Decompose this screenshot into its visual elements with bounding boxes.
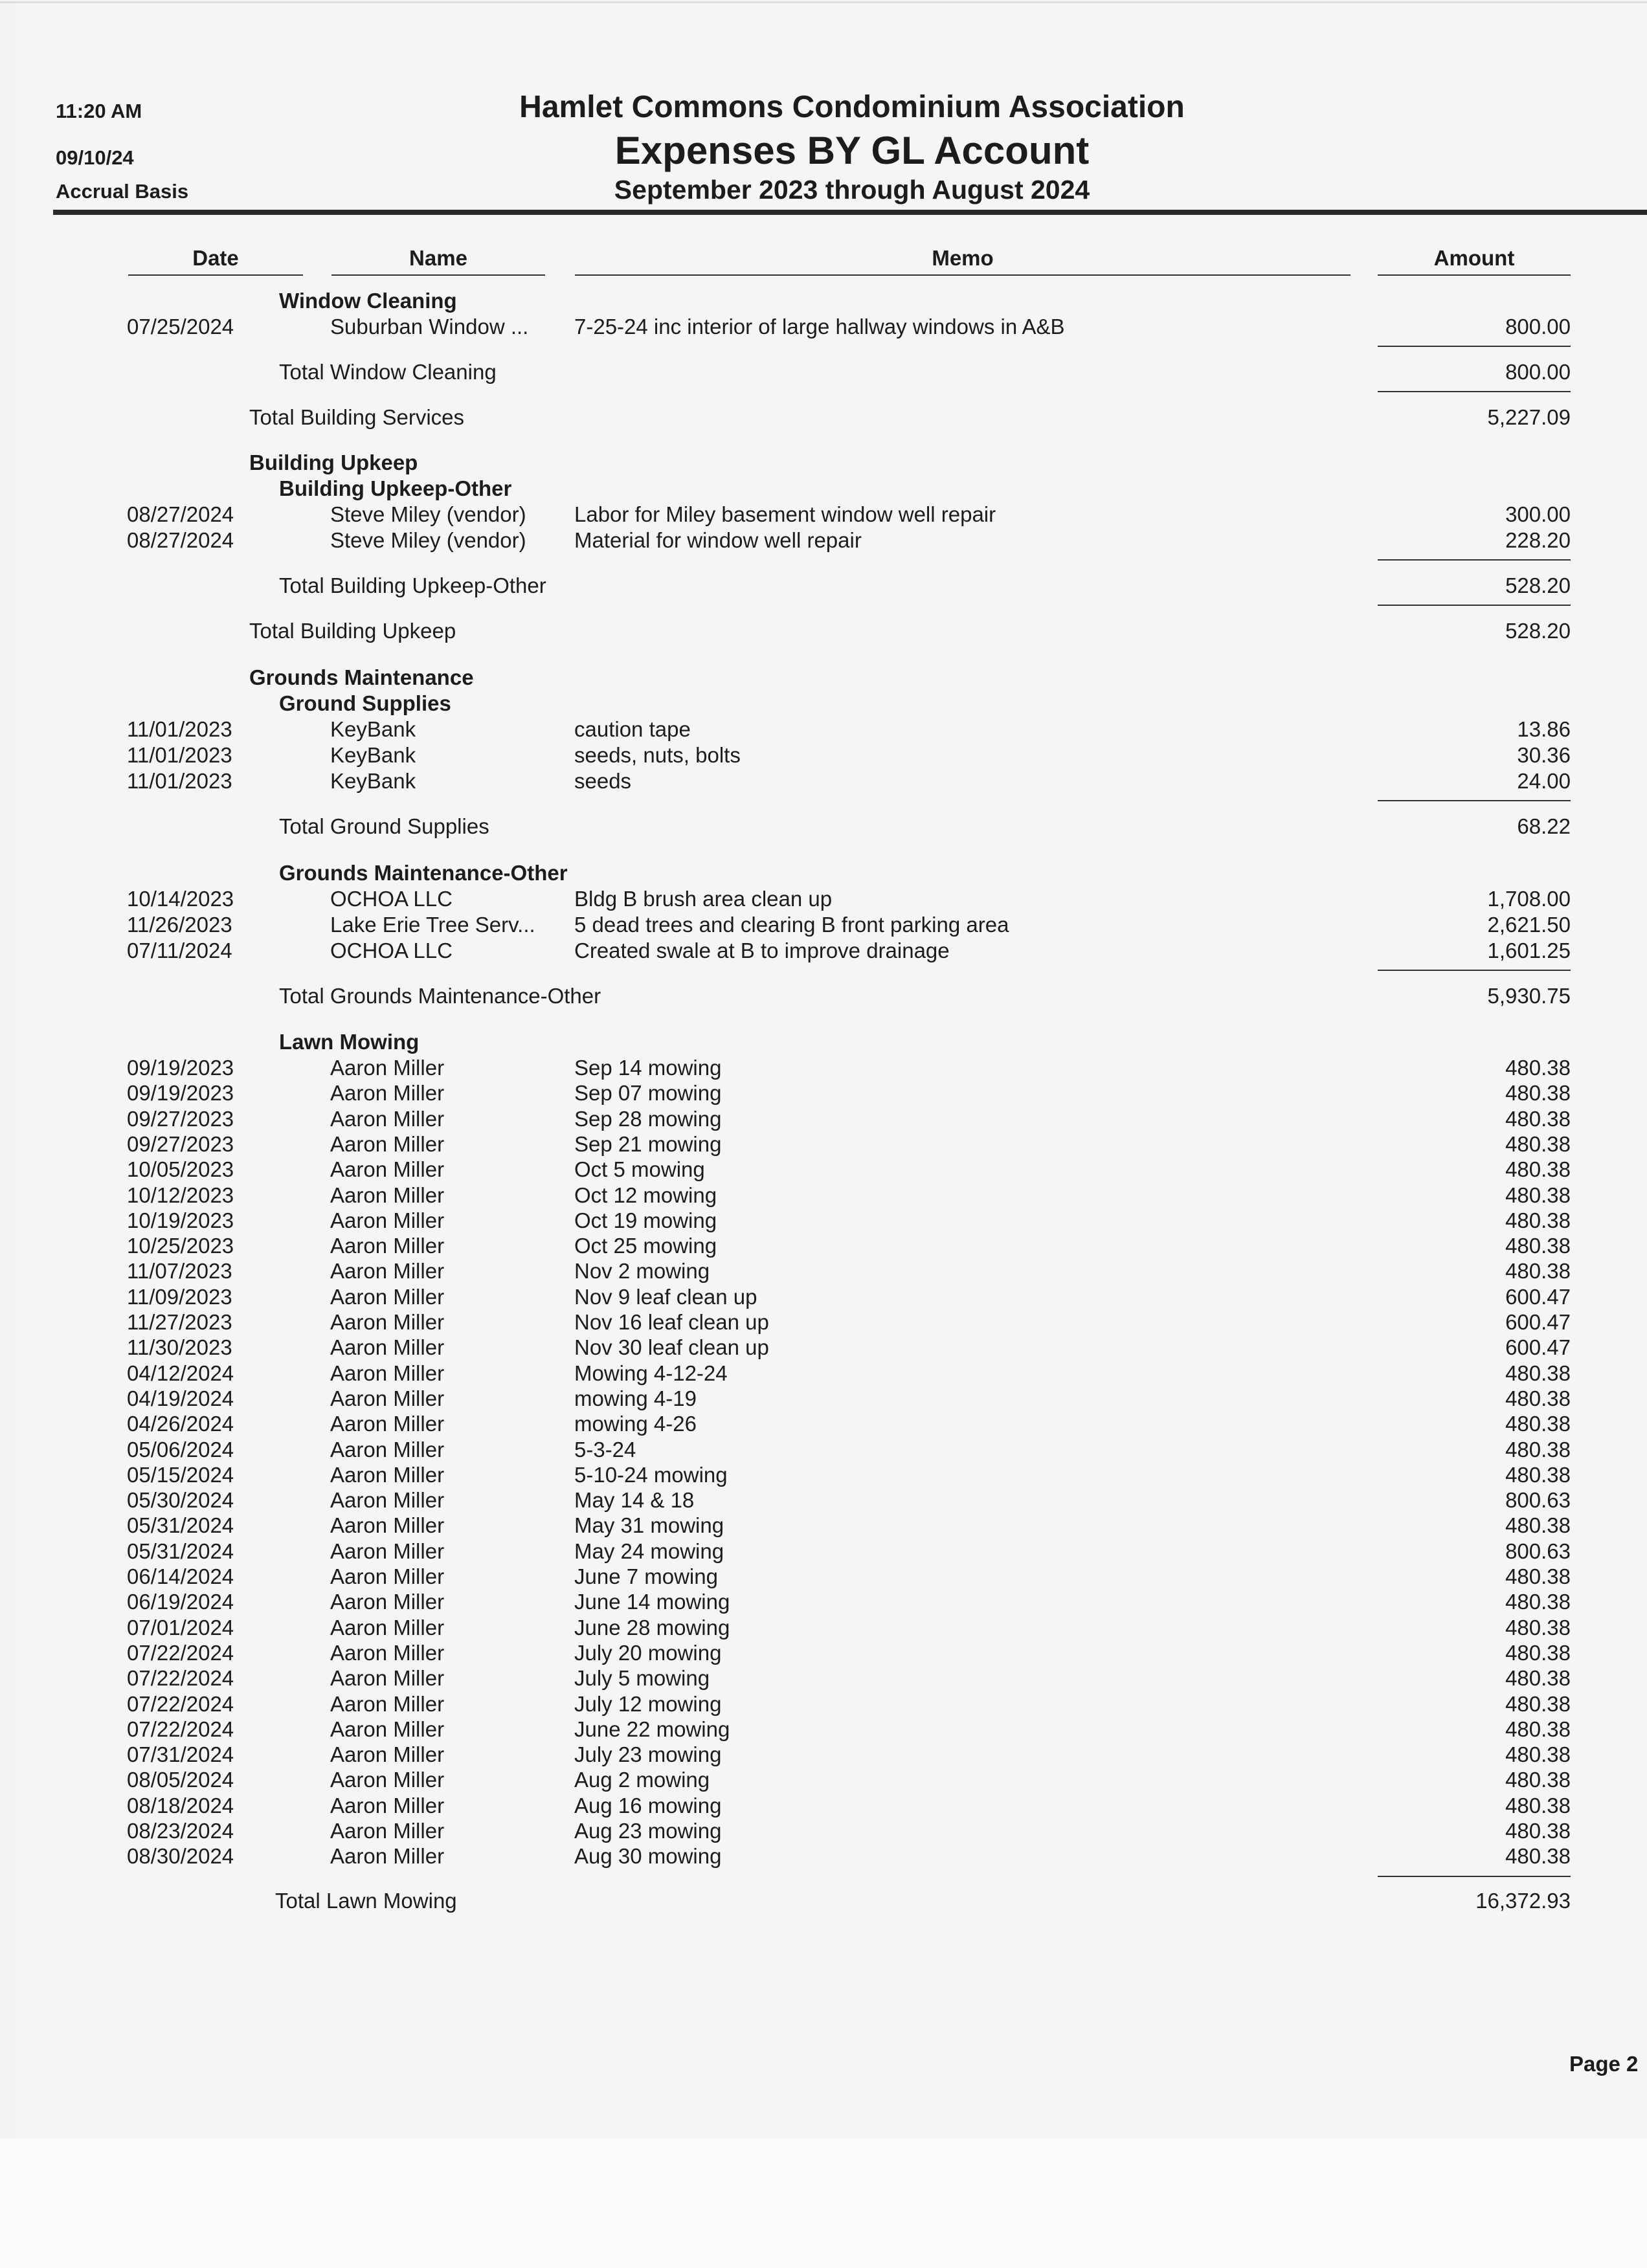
row-memo: Nov 9 leaf clean up — [574, 1285, 757, 1309]
row-amount: 24.00 — [1517, 769, 1571, 793]
total-amount: 528.20 — [1505, 619, 1571, 643]
row-memo: Aug 16 mowing — [574, 1794, 722, 1818]
row-memo: 5-3-24 — [574, 1438, 636, 1462]
row-name: Steve Miley (vendor) — [330, 502, 526, 526]
table-row — [0, 1081, 1647, 1106]
group-label: Building Upkeep — [249, 450, 418, 474]
row-date: 05/30/2024 — [127, 1488, 234, 1512]
row-memo: seeds — [574, 769, 632, 793]
row-name: Aaron Miller — [330, 1157, 445, 1181]
table-row — [0, 1234, 1647, 1259]
table-row — [0, 1285, 1647, 1310]
table-row — [0, 1463, 1647, 1488]
table-row — [0, 717, 1647, 742]
row-name: Aaron Miller — [330, 1742, 445, 1766]
col-header-date: Date — [192, 246, 239, 270]
row-memo: Sep 28 mowing — [574, 1107, 722, 1131]
row-name: Steve Miley (vendor) — [330, 528, 526, 552]
table-row — [0, 1641, 1647, 1666]
total-label: Total Lawn Mowing — [275, 1889, 457, 1913]
row-amount: 600.47 — [1505, 1310, 1571, 1334]
row-amount: 13.86 — [1517, 717, 1571, 741]
total-amount: 68.22 — [1517, 814, 1571, 838]
row-date: 07/31/2024 — [127, 1742, 234, 1766]
table-row — [0, 939, 1647, 964]
row-date: 07/22/2024 — [127, 1692, 234, 1716]
table-row — [0, 502, 1647, 528]
row-memo: Aug 2 mowing — [574, 1768, 710, 1792]
row-amount: 480.38 — [1505, 1386, 1571, 1410]
row-name: Aaron Miller — [330, 1056, 445, 1080]
row-amount: 1,708.00 — [1487, 887, 1571, 911]
row-date: 08/18/2024 — [127, 1794, 234, 1818]
row-name: Aaron Miller — [330, 1616, 445, 1640]
row-amount: 480.38 — [1505, 1564, 1571, 1588]
group-label: Building Upkeep-Other — [279, 476, 512, 500]
total-label: Total Grounds Maintenance-Other — [279, 984, 601, 1008]
row-name: KeyBank — [330, 743, 416, 767]
row-date: 07/01/2024 — [127, 1616, 234, 1640]
table-row — [0, 315, 1647, 340]
col-underline-amount — [1378, 274, 1571, 276]
row-name: Aaron Miller — [330, 1844, 445, 1868]
row-amount: 800.00 — [1505, 315, 1571, 339]
table-row — [0, 1438, 1647, 1463]
total-amount: 5,227.09 — [1487, 405, 1571, 429]
table-row — [0, 1157, 1647, 1183]
total-row — [0, 573, 1647, 599]
group-label-row — [0, 665, 1647, 691]
row-name: Aaron Miller — [330, 1310, 445, 1334]
subtotal-line — [1378, 800, 1571, 801]
row-name: Aaron Miller — [330, 1539, 445, 1563]
row-date: 07/25/2024 — [127, 315, 234, 339]
page-number: Page 2 — [1569, 2052, 1639, 2076]
row-amount: 480.38 — [1505, 1183, 1571, 1207]
row-name: Aaron Miller — [330, 1666, 445, 1690]
row-amount: 228.20 — [1505, 528, 1571, 552]
row-amount: 480.38 — [1505, 1132, 1571, 1156]
row-name: Aaron Miller — [330, 1641, 445, 1665]
row-name: Aaron Miller — [330, 1285, 445, 1309]
table-row — [0, 1335, 1647, 1361]
row-amount: 480.38 — [1505, 1438, 1571, 1462]
col-header-memo: Memo — [932, 246, 994, 270]
row-amount: 480.38 — [1505, 1463, 1571, 1487]
group-label: Grounds Maintenance — [249, 665, 474, 689]
top-edge-line — [0, 1, 1647, 3]
row-name: OCHOA LLC — [330, 939, 453, 962]
row-date: 11/01/2023 — [127, 743, 232, 767]
row-amount: 480.38 — [1505, 1641, 1571, 1665]
row-date: 09/19/2023 — [127, 1056, 234, 1080]
group-label-row — [0, 1030, 1647, 1055]
table-row — [0, 769, 1647, 794]
total-row — [0, 984, 1647, 1009]
table-row — [0, 887, 1647, 912]
row-date: 11/07/2023 — [127, 1259, 232, 1283]
row-amount: 480.38 — [1505, 1208, 1571, 1232]
row-name: Aaron Miller — [330, 1335, 445, 1359]
row-memo: mowing 4-19 — [574, 1386, 697, 1410]
row-memo: June 28 mowing — [574, 1616, 730, 1640]
total-label: Total Building Upkeep — [249, 619, 456, 643]
group-label-row — [0, 450, 1647, 476]
row-name: Aaron Miller — [330, 1768, 445, 1792]
total-row — [0, 360, 1647, 385]
table-row — [0, 1666, 1647, 1691]
row-date: 10/25/2023 — [127, 1234, 234, 1258]
row-date: 11/30/2023 — [127, 1335, 232, 1359]
row-memo: mowing 4-26 — [574, 1412, 697, 1436]
table-row — [0, 1132, 1647, 1157]
row-date: 11/26/2023 — [127, 913, 232, 937]
row-amount: 480.38 — [1505, 1666, 1571, 1690]
row-memo: June 14 mowing — [574, 1590, 730, 1614]
row-name: Aaron Miller — [330, 1107, 445, 1131]
row-memo: May 24 mowing — [574, 1539, 724, 1563]
row-name: Aaron Miller — [330, 1259, 445, 1283]
table-row — [0, 1310, 1647, 1335]
row-date: 05/31/2024 — [127, 1539, 234, 1563]
row-memo: Material for window well repair — [574, 528, 862, 552]
row-amount: 480.38 — [1505, 1692, 1571, 1716]
row-name: Aaron Miller — [330, 1412, 445, 1436]
row-date: 06/19/2024 — [127, 1590, 234, 1614]
table-row — [0, 1107, 1647, 1132]
row-name: OCHOA LLC — [330, 887, 453, 911]
col-header-amount: Amount — [1433, 246, 1515, 270]
row-amount: 30.36 — [1517, 743, 1571, 767]
row-memo: Sep 07 mowing — [574, 1081, 722, 1105]
row-memo: Mowing 4-12-24 — [574, 1361, 728, 1385]
total-amount: 528.20 — [1505, 573, 1571, 597]
scan-margin — [0, 2139, 1647, 2268]
header-divider — [53, 210, 1647, 215]
row-memo: Oct 12 mowing — [574, 1183, 717, 1207]
row-amount: 480.38 — [1505, 1081, 1571, 1105]
table-row — [0, 913, 1647, 938]
col-underline-date — [128, 274, 303, 276]
row-date: 10/14/2023 — [127, 887, 234, 911]
row-date: 07/22/2024 — [127, 1641, 234, 1665]
row-memo: May 14 & 18 — [574, 1488, 695, 1512]
row-date: 04/12/2024 — [127, 1361, 234, 1385]
row-amount: 480.38 — [1505, 1717, 1571, 1741]
row-memo: June 22 mowing — [574, 1717, 730, 1741]
col-underline-name — [331, 274, 545, 276]
total-row — [0, 1889, 1647, 1914]
subtotal-line — [1378, 346, 1571, 347]
group-label: Ground Supplies — [279, 691, 451, 715]
company-name: Hamlet Commons Condominium Association — [519, 90, 1185, 124]
table-row — [0, 1183, 1647, 1208]
row-amount: 480.38 — [1505, 1844, 1571, 1868]
table-row — [0, 1056, 1647, 1081]
subtotal-line — [1378, 970, 1571, 971]
total-amount: 5,930.75 — [1487, 984, 1571, 1008]
total-label: Total Window Cleaning — [279, 360, 497, 384]
total-label: Total Building Services — [249, 405, 464, 429]
row-memo: seeds, nuts, bolts — [574, 743, 741, 767]
row-name: Aaron Miller — [330, 1463, 445, 1487]
subtotal-line — [1378, 391, 1571, 392]
row-name: Aaron Miller — [330, 1234, 445, 1258]
row-date: 08/27/2024 — [127, 502, 234, 526]
row-amount: 600.47 — [1505, 1335, 1571, 1359]
total-amount: 16,372.93 — [1475, 1889, 1571, 1913]
row-name: Aaron Miller — [330, 1438, 445, 1462]
row-date: 07/11/2024 — [127, 939, 232, 962]
row-memo: Bldg B brush area clean up — [574, 887, 833, 911]
row-amount: 2,621.50 — [1487, 913, 1571, 937]
row-name: Aaron Miller — [330, 1819, 445, 1843]
row-date: 04/26/2024 — [127, 1412, 234, 1436]
table-row — [0, 1259, 1647, 1284]
table-row — [0, 1794, 1647, 1819]
row-name: Aaron Miller — [330, 1361, 445, 1385]
row-memo: July 23 mowing — [574, 1742, 722, 1766]
row-memo: July 20 mowing — [574, 1641, 722, 1665]
report-basis: Accrual Basis — [56, 180, 189, 203]
subtotal-line — [1378, 605, 1571, 606]
row-name: Aaron Miller — [330, 1386, 445, 1410]
row-memo: Nov 16 leaf clean up — [574, 1310, 769, 1334]
row-date: 08/23/2024 — [127, 1819, 234, 1843]
row-date: 08/30/2024 — [127, 1844, 234, 1868]
table-row — [0, 1742, 1647, 1768]
row-date: 11/01/2023 — [127, 769, 232, 793]
row-memo: 5 dead trees and clearing B front parking area — [574, 913, 1009, 937]
row-date: 11/27/2023 — [127, 1310, 232, 1334]
total-amount: 800.00 — [1505, 360, 1571, 384]
group-label-row — [0, 861, 1647, 886]
row-memo: 5-10-24 mowing — [574, 1463, 728, 1487]
row-name: Suburban Window ... — [330, 315, 529, 339]
row-name: Aaron Miller — [330, 1488, 445, 1512]
row-amount: 600.47 — [1505, 1285, 1571, 1309]
row-memo: 7-25-24 inc interior of large hallway windows in A&B — [574, 315, 1065, 339]
row-name: Aaron Miller — [330, 1717, 445, 1741]
subtotal-line — [1378, 1876, 1571, 1877]
row-memo: June 7 mowing — [574, 1564, 718, 1588]
row-date: 04/19/2024 — [127, 1386, 234, 1410]
row-amount: 480.38 — [1505, 1234, 1571, 1258]
row-name: Lake Erie Tree Serv... — [330, 913, 535, 937]
group-label: Lawn Mowing — [279, 1030, 420, 1054]
table-row — [0, 1844, 1647, 1869]
row-date: 07/22/2024 — [127, 1666, 234, 1690]
report-date: 09/10/24 — [56, 146, 134, 169]
row-amount: 480.38 — [1505, 1794, 1571, 1818]
report-title: Expenses BY GL Account — [614, 129, 1090, 172]
report-period: September 2023 through August 2024 — [614, 175, 1090, 205]
row-memo: Nov 30 leaf clean up — [574, 1335, 769, 1359]
row-amount: 480.38 — [1505, 1819, 1571, 1843]
table-row — [0, 743, 1647, 768]
col-header-name: Name — [409, 246, 467, 270]
group-label-row — [0, 476, 1647, 502]
row-amount: 480.38 — [1505, 1616, 1571, 1640]
row-date: 05/15/2024 — [127, 1463, 234, 1487]
row-name: KeyBank — [330, 769, 416, 793]
row-memo: July 5 mowing — [574, 1666, 710, 1690]
row-date: 11/09/2023 — [127, 1285, 232, 1309]
row-memo: Oct 5 mowing — [574, 1157, 705, 1181]
table-row — [0, 1692, 1647, 1717]
row-name: Aaron Miller — [330, 1183, 445, 1207]
row-date: 11/01/2023 — [127, 717, 232, 741]
table-row — [0, 528, 1647, 553]
row-memo: Oct 19 mowing — [574, 1208, 717, 1232]
row-amount: 480.38 — [1505, 1056, 1571, 1080]
group-label: Window Cleaning — [279, 289, 457, 313]
row-memo: Aug 23 mowing — [574, 1819, 722, 1843]
table-row — [0, 1819, 1647, 1844]
group-label-row — [0, 289, 1647, 314]
row-name: Aaron Miller — [330, 1081, 445, 1105]
row-memo: Oct 25 mowing — [574, 1234, 717, 1258]
subtotal-line — [1378, 559, 1571, 561]
row-memo: May 31 mowing — [574, 1513, 724, 1537]
row-date: 09/27/2023 — [127, 1107, 234, 1131]
row-date: 08/05/2024 — [127, 1768, 234, 1792]
row-amount: 800.63 — [1505, 1539, 1571, 1563]
row-date: 09/27/2023 — [127, 1132, 234, 1156]
row-amount: 480.38 — [1505, 1590, 1571, 1614]
row-amount: 480.38 — [1505, 1742, 1571, 1766]
table-row — [0, 1513, 1647, 1539]
row-date: 05/31/2024 — [127, 1513, 234, 1537]
row-amount: 480.38 — [1505, 1259, 1571, 1283]
row-name: Aaron Miller — [330, 1692, 445, 1716]
row-date: 10/12/2023 — [127, 1183, 234, 1207]
row-amount: 480.38 — [1505, 1513, 1571, 1537]
row-date: 07/22/2024 — [127, 1717, 234, 1741]
total-row — [0, 814, 1647, 839]
row-name: Aaron Miller — [330, 1513, 445, 1537]
table-row — [0, 1616, 1647, 1641]
row-memo: caution tape — [574, 717, 691, 741]
row-name: Aaron Miller — [330, 1590, 445, 1614]
table-row — [0, 1361, 1647, 1386]
row-amount: 480.38 — [1505, 1361, 1571, 1385]
row-date: 09/19/2023 — [127, 1081, 234, 1105]
table-row — [0, 1590, 1647, 1615]
row-amount: 800.63 — [1505, 1488, 1571, 1512]
table-row — [0, 1564, 1647, 1590]
table-row — [0, 1412, 1647, 1437]
row-amount: 480.38 — [1505, 1157, 1571, 1181]
row-memo: Labor for Miley basement window well repair — [574, 502, 996, 526]
row-memo: July 12 mowing — [574, 1692, 722, 1716]
row-name: Aaron Miller — [330, 1794, 445, 1818]
row-name: Aaron Miller — [330, 1132, 445, 1156]
row-memo: Aug 30 mowing — [574, 1844, 722, 1868]
row-memo: Sep 21 mowing — [574, 1132, 722, 1156]
row-date: 06/14/2024 — [127, 1564, 234, 1588]
row-amount: 300.00 — [1505, 502, 1571, 526]
row-memo: Nov 2 mowing — [574, 1259, 710, 1283]
total-row — [0, 405, 1647, 430]
table-row — [0, 1488, 1647, 1513]
row-amount: 480.38 — [1505, 1107, 1571, 1131]
group-label-row — [0, 691, 1647, 717]
row-memo: Sep 14 mowing — [574, 1056, 722, 1080]
row-name: KeyBank — [330, 717, 416, 741]
row-amount: 1,601.25 — [1487, 939, 1571, 962]
row-date: 10/19/2023 — [127, 1208, 234, 1232]
table-row — [0, 1768, 1647, 1793]
row-name: Aaron Miller — [330, 1208, 445, 1232]
row-name: Aaron Miller — [330, 1564, 445, 1588]
table-row — [0, 1539, 1647, 1564]
total-label: Total Ground Supplies — [279, 814, 489, 838]
report-time: 11:20 AM — [56, 100, 142, 122]
col-underline-memo — [575, 274, 1350, 276]
row-date: 05/06/2024 — [127, 1438, 234, 1462]
row-date: 10/05/2023 — [127, 1157, 234, 1181]
table-row — [0, 1208, 1647, 1234]
group-label: Grounds Maintenance-Other — [279, 861, 568, 885]
table-row — [0, 1717, 1647, 1742]
table-row — [0, 1386, 1647, 1412]
row-amount: 480.38 — [1505, 1768, 1571, 1792]
total-row — [0, 619, 1647, 644]
row-date: 08/27/2024 — [127, 528, 234, 552]
row-amount: 480.38 — [1505, 1412, 1571, 1436]
total-label: Total Building Upkeep-Other — [279, 573, 546, 597]
row-memo: Created swale at B to improve drainage — [574, 939, 950, 962]
